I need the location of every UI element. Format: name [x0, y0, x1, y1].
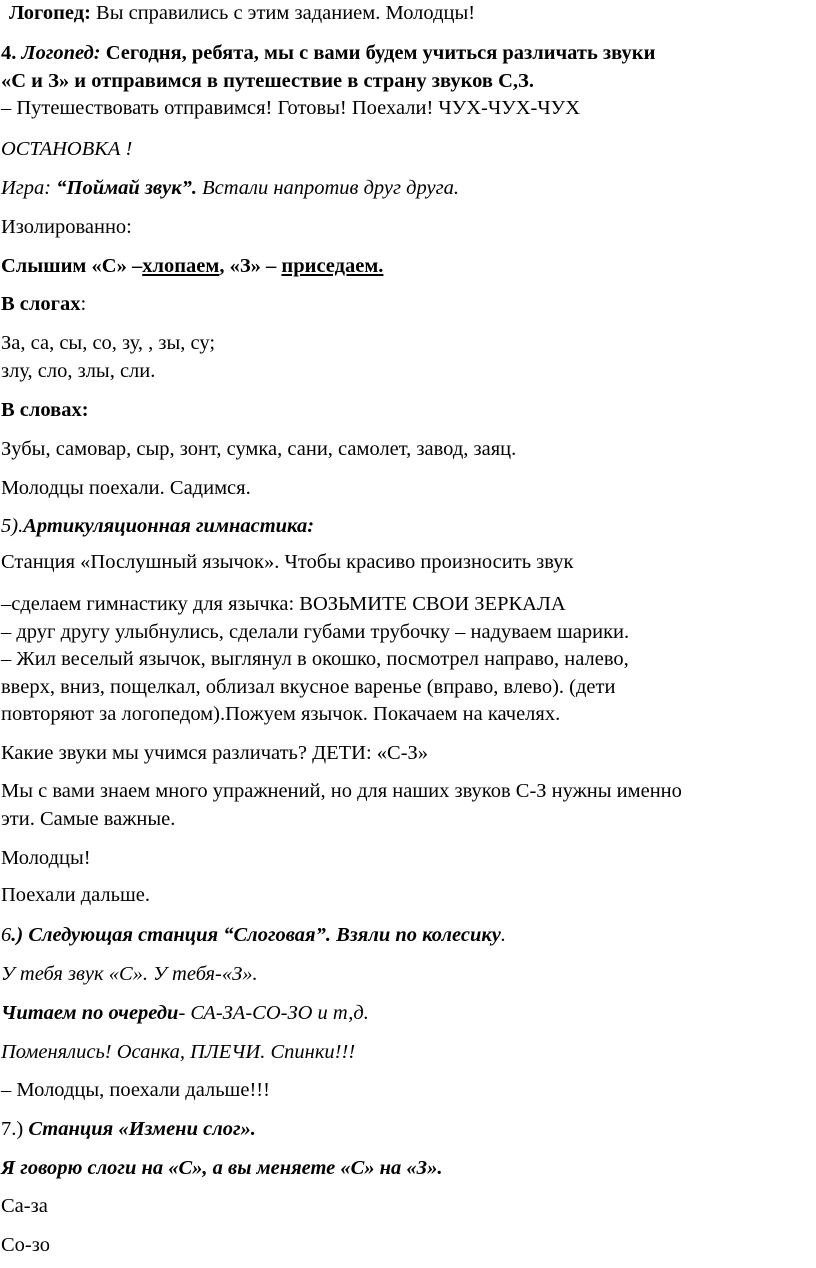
instruction-text: - СА-ЗА-СО-ЗО и т,д. — [178, 1002, 369, 1024]
section-title: .) Следующая станция “Слоговая”. Взяли по колесику — [11, 924, 501, 946]
words-list: Зубы, самовар, сыр, зонт, сумка, сани, самолет, завод, заяц. — [1, 438, 517, 460]
paragraph-syllable-station — [1, 922, 506, 948]
exercises-line-1: Мы с вами знаем много упражнений, но для наших звуков С-З нужны именно — [1, 780, 682, 802]
rule-text: Слышим «С» – — [1, 255, 143, 277]
paragraph-which-sounds: Какие звуки мы учимся различать? ДЕТИ: «С-З» — [1, 742, 429, 764]
paragraph-stop: ОСТАНОВКА ! — [1, 138, 133, 160]
paragraph-switched: Поменялись! Осанка, ПЛЕЧИ. Спинки!!! — [1, 1041, 356, 1063]
gymnastics-line-1: –сделаем гимнастику для язычка: ВОЗЬМИТЕ СВОИ ЗЕРКАЛА — [1, 593, 566, 615]
squat-word: приседаем. — [281, 255, 384, 277]
syllable-pair-so-zo: Со-зо — [1, 1234, 50, 1256]
paragraph-go-further: – Молодцы, поехали дальше!!! — [1, 1079, 270, 1101]
section-heading: В слогах — [1, 293, 81, 315]
paragraph-in-syllables — [1, 291, 86, 317]
game-instruction: Встали напротив друг друга. — [196, 177, 459, 199]
paragraph-text: Сегодня, ребята, мы с вами будем учиться различать звуки — [100, 42, 656, 64]
game-label: Игра: — [1, 177, 57, 199]
paragraph-articulation-heading — [1, 513, 314, 539]
gymnastics-line-5: повторяют за логопедом).Пожуем язычок. Покачаем на качелях. — [1, 703, 561, 725]
section-title: Станция «Измени слог». — [28, 1118, 256, 1140]
paragraph-text: Вы справились с этим заданием. Молодцы! — [90, 2, 476, 24]
exercises-line-2: эти. Самые важные. — [1, 808, 176, 830]
syllable-pair-sa-za: Са-за — [1, 1195, 48, 1217]
game-title: “Поймай звук”. — [56, 177, 197, 199]
paragraph-you-have-sound: У тебя звук «С». У тебя-«З». — [1, 963, 258, 985]
paragraph-number: 5). — [1, 515, 24, 537]
paragraph-change-syllable-station — [1, 1116, 256, 1142]
paragraph-intro-line-3: – Путешествовать отправимся! Готовы! Поехали! ЧУХ-ЧУХ-ЧУХ — [1, 97, 580, 119]
paragraph-number: 4. — [1, 42, 22, 64]
clap-word: хлопаем — [142, 255, 220, 277]
paragraph-game — [1, 175, 459, 201]
paragraph-i-say-syllables: Я говорю слоги на «С», а вы меняете «С» на «З». — [1, 1157, 443, 1179]
gymnastics-line-4: вверх, вниз, пощелкал, облизал вкусное варенье (вправо, влево). (дети — [1, 676, 616, 698]
paragraph-in-words: В словах: — [1, 399, 89, 421]
speaker-label: Логопед: — [21, 42, 101, 64]
rule-text: , «З» – — [219, 255, 282, 277]
paragraph-number: 7.) — [1, 1118, 29, 1140]
paragraph-station-tongue: Станция «Послушный язычок». Чтобы красиво произносить звук — [1, 551, 574, 573]
paragraph-isolated: Изолированно: — [1, 216, 132, 238]
gymnastics-line-3: – Жил веселый язычок, выглянул в окошко, посмотрел направо, налево, — [1, 648, 629, 670]
section-title: Артикуляционная гимнастика: — [23, 515, 315, 537]
title-end: . — [500, 924, 506, 946]
paragraph-number: 6 — [1, 924, 12, 946]
paragraph-intro-line-1 — [1, 40, 655, 66]
paragraph-well-done: Молодцы! — [1, 847, 91, 869]
syllables-line-2: злу, сло, злы, сли. — [1, 360, 156, 382]
paragraph-well-done-sit: Молодцы поехали. Садимся. — [1, 477, 251, 499]
syllables-line-1: За, са, сы, со, зу, , зы, су; — [1, 332, 216, 354]
paragraph-go-on: Поехали дальше. — [1, 884, 151, 906]
speaker-label: Логопед: — [9, 2, 91, 24]
paragraph-read-in-turn — [1, 1000, 369, 1026]
instruction-bold: Читаем по очереди — [1, 1002, 179, 1024]
heading-colon: : — [80, 293, 87, 315]
paragraph-praise-1 — [9, 0, 475, 26]
gymnastics-line-2: – друг другу улыбнулись, сделали губами трубочку – надуваем шарики. — [1, 621, 630, 643]
paragraph-intro-line-2: «С и З» и отправимся в путешествие в страну звуков С,З. — [1, 70, 534, 92]
paragraph-hear-rule — [1, 253, 383, 279]
